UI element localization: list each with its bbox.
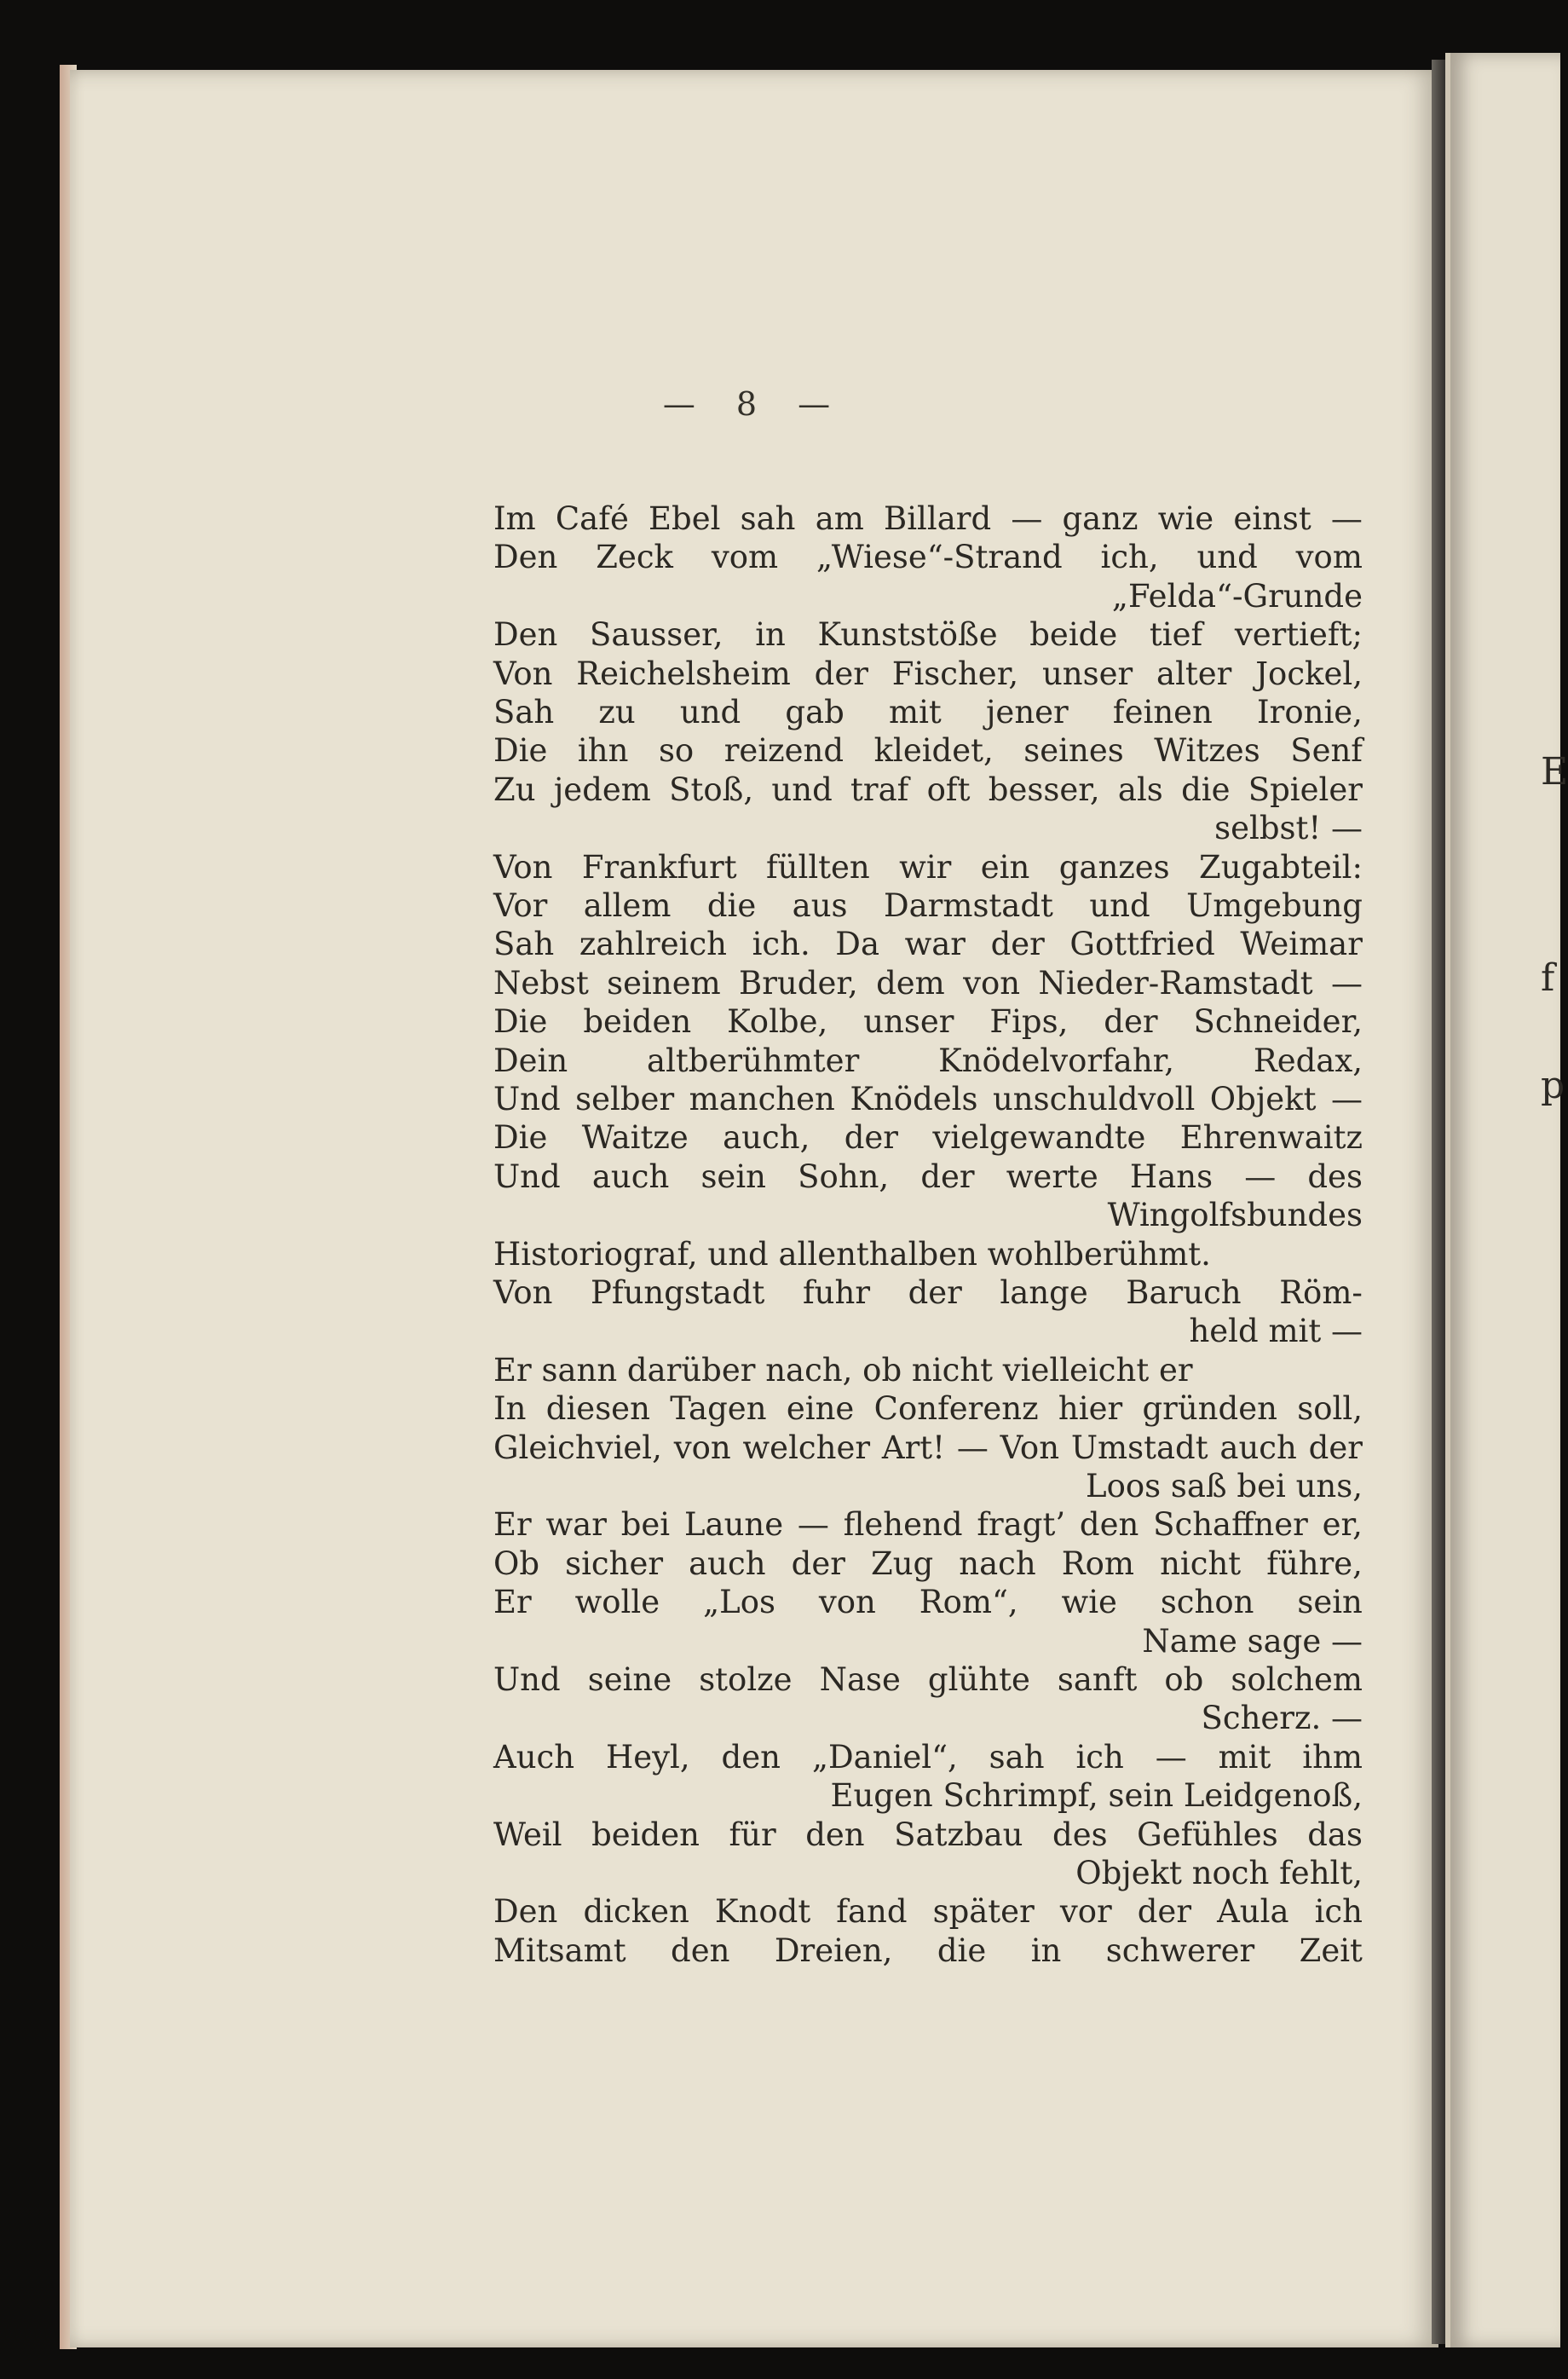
text-line: Objekt noch fehlt,: [1075, 1855, 1363, 1891]
text-line: Zu jedem Stoß, und traf oft besser, als die Spieler: [493, 771, 1363, 808]
text-line: Von Pfungstadt fuhr der lange Baruch Röm-: [493, 1274, 1363, 1311]
text-line: Wingolfsbundes: [1107, 1197, 1363, 1234]
text-line: Scherz. —: [1201, 1700, 1363, 1737]
text-line: Die beiden Kolbe, unser Fips, der Schneider,: [493, 1003, 1363, 1041]
text-line: Von Frankfurt füllten wir ein ganzes Zugabteil:: [493, 848, 1363, 886]
text-line: Ob sicher auch der Zug nach Rom nicht führe,: [493, 1545, 1363, 1582]
text-line: In diesen Tagen eine Conferenz hier gründen soll,: [493, 1390, 1363, 1428]
text-line: held mit —: [1189, 1313, 1363, 1350]
text-line: Er sann darüber nach, ob nicht vielleicht er: [493, 1351, 1193, 1389]
text-line: Loos saß bei uns,: [1086, 1468, 1363, 1504]
text-line: Und auch sein Sohn, der werte Hans — des: [493, 1158, 1363, 1195]
text-line: Dein altberühmter Knödelvorfahr, Redax,: [493, 1042, 1363, 1079]
text-line: Den dicken Knodt fand später vor der Aula ich: [493, 1893, 1363, 1931]
text-line: Sah zu und gab mit jener feinen Ironie,: [493, 694, 1363, 730]
text-line: Auch Heyl, den „Daniel“, sah ich — mit ihm: [493, 1738, 1363, 1776]
text-line: Und selber manchen Knödels unschuldvoll Objekt —: [493, 1081, 1363, 1117]
text-line: Die ihn so reizend kleidet, seines Witzes Senf: [493, 732, 1363, 770]
text-line: Den Zeck vom „Wiese“-Strand ich, und vom: [493, 539, 1363, 576]
text-line: Den Sausser, in Kunststöße beide tief vertieft;: [493, 616, 1363, 654]
text-line: selbst! —: [1214, 810, 1363, 847]
text-line: Er wolle „Los von Rom“, wie schon sein: [493, 1584, 1363, 1621]
text-line: Im Café Ebel sah am Billard — ganz wie einst —: [493, 500, 1363, 537]
text-line: Name sage —: [1142, 1622, 1363, 1660]
text-line: Er war bei Laune — flehend fragt’ den Schaffner er,: [493, 1506, 1363, 1544]
text-line: Nebst seinem Bruder, dem von Nieder-Ramstadt —: [493, 964, 1363, 1002]
next-page: [1450, 53, 1560, 2347]
text-line: Sah zahlreich ich. Da war der Gottfried Weimar: [493, 926, 1363, 963]
book-page: [70, 70, 1438, 2347]
text-line: Gleichviel, von welcher Art! — Von Umstadt auch der: [493, 1429, 1363, 1466]
text-line: Eugen Schrimpf, sein Leidgenoß,: [830, 1777, 1363, 1815]
text-line: Und seine stolze Nase glühte sanft ob solchem: [493, 1661, 1363, 1698]
page-number: — 8 —: [662, 385, 846, 423]
text-line: Die Waitze auch, der vielgewandte Ehrenwaitz: [493, 1119, 1363, 1157]
text-line: Weil beiden für den Satzbau des Gefühles das: [493, 1816, 1363, 1853]
text-line: Historiograf, und allenthalben wohlberühmt.: [493, 1235, 1211, 1273]
next-page-letter: p: [1541, 1064, 1565, 1107]
text-line: Von Reichelsheim der Fischer, unser alter Jockel,: [493, 655, 1363, 692]
text-line: Vor allem die aus Darmstadt und Umgebung: [493, 887, 1363, 924]
text-line: „Felda“-Grunde: [1111, 577, 1363, 615]
next-page-letter: E: [1541, 750, 1568, 794]
text-line: Mitsamt den Dreien, die in schwerer Zeit: [493, 1931, 1363, 1969]
next-page-letter: f: [1541, 956, 1555, 1000]
